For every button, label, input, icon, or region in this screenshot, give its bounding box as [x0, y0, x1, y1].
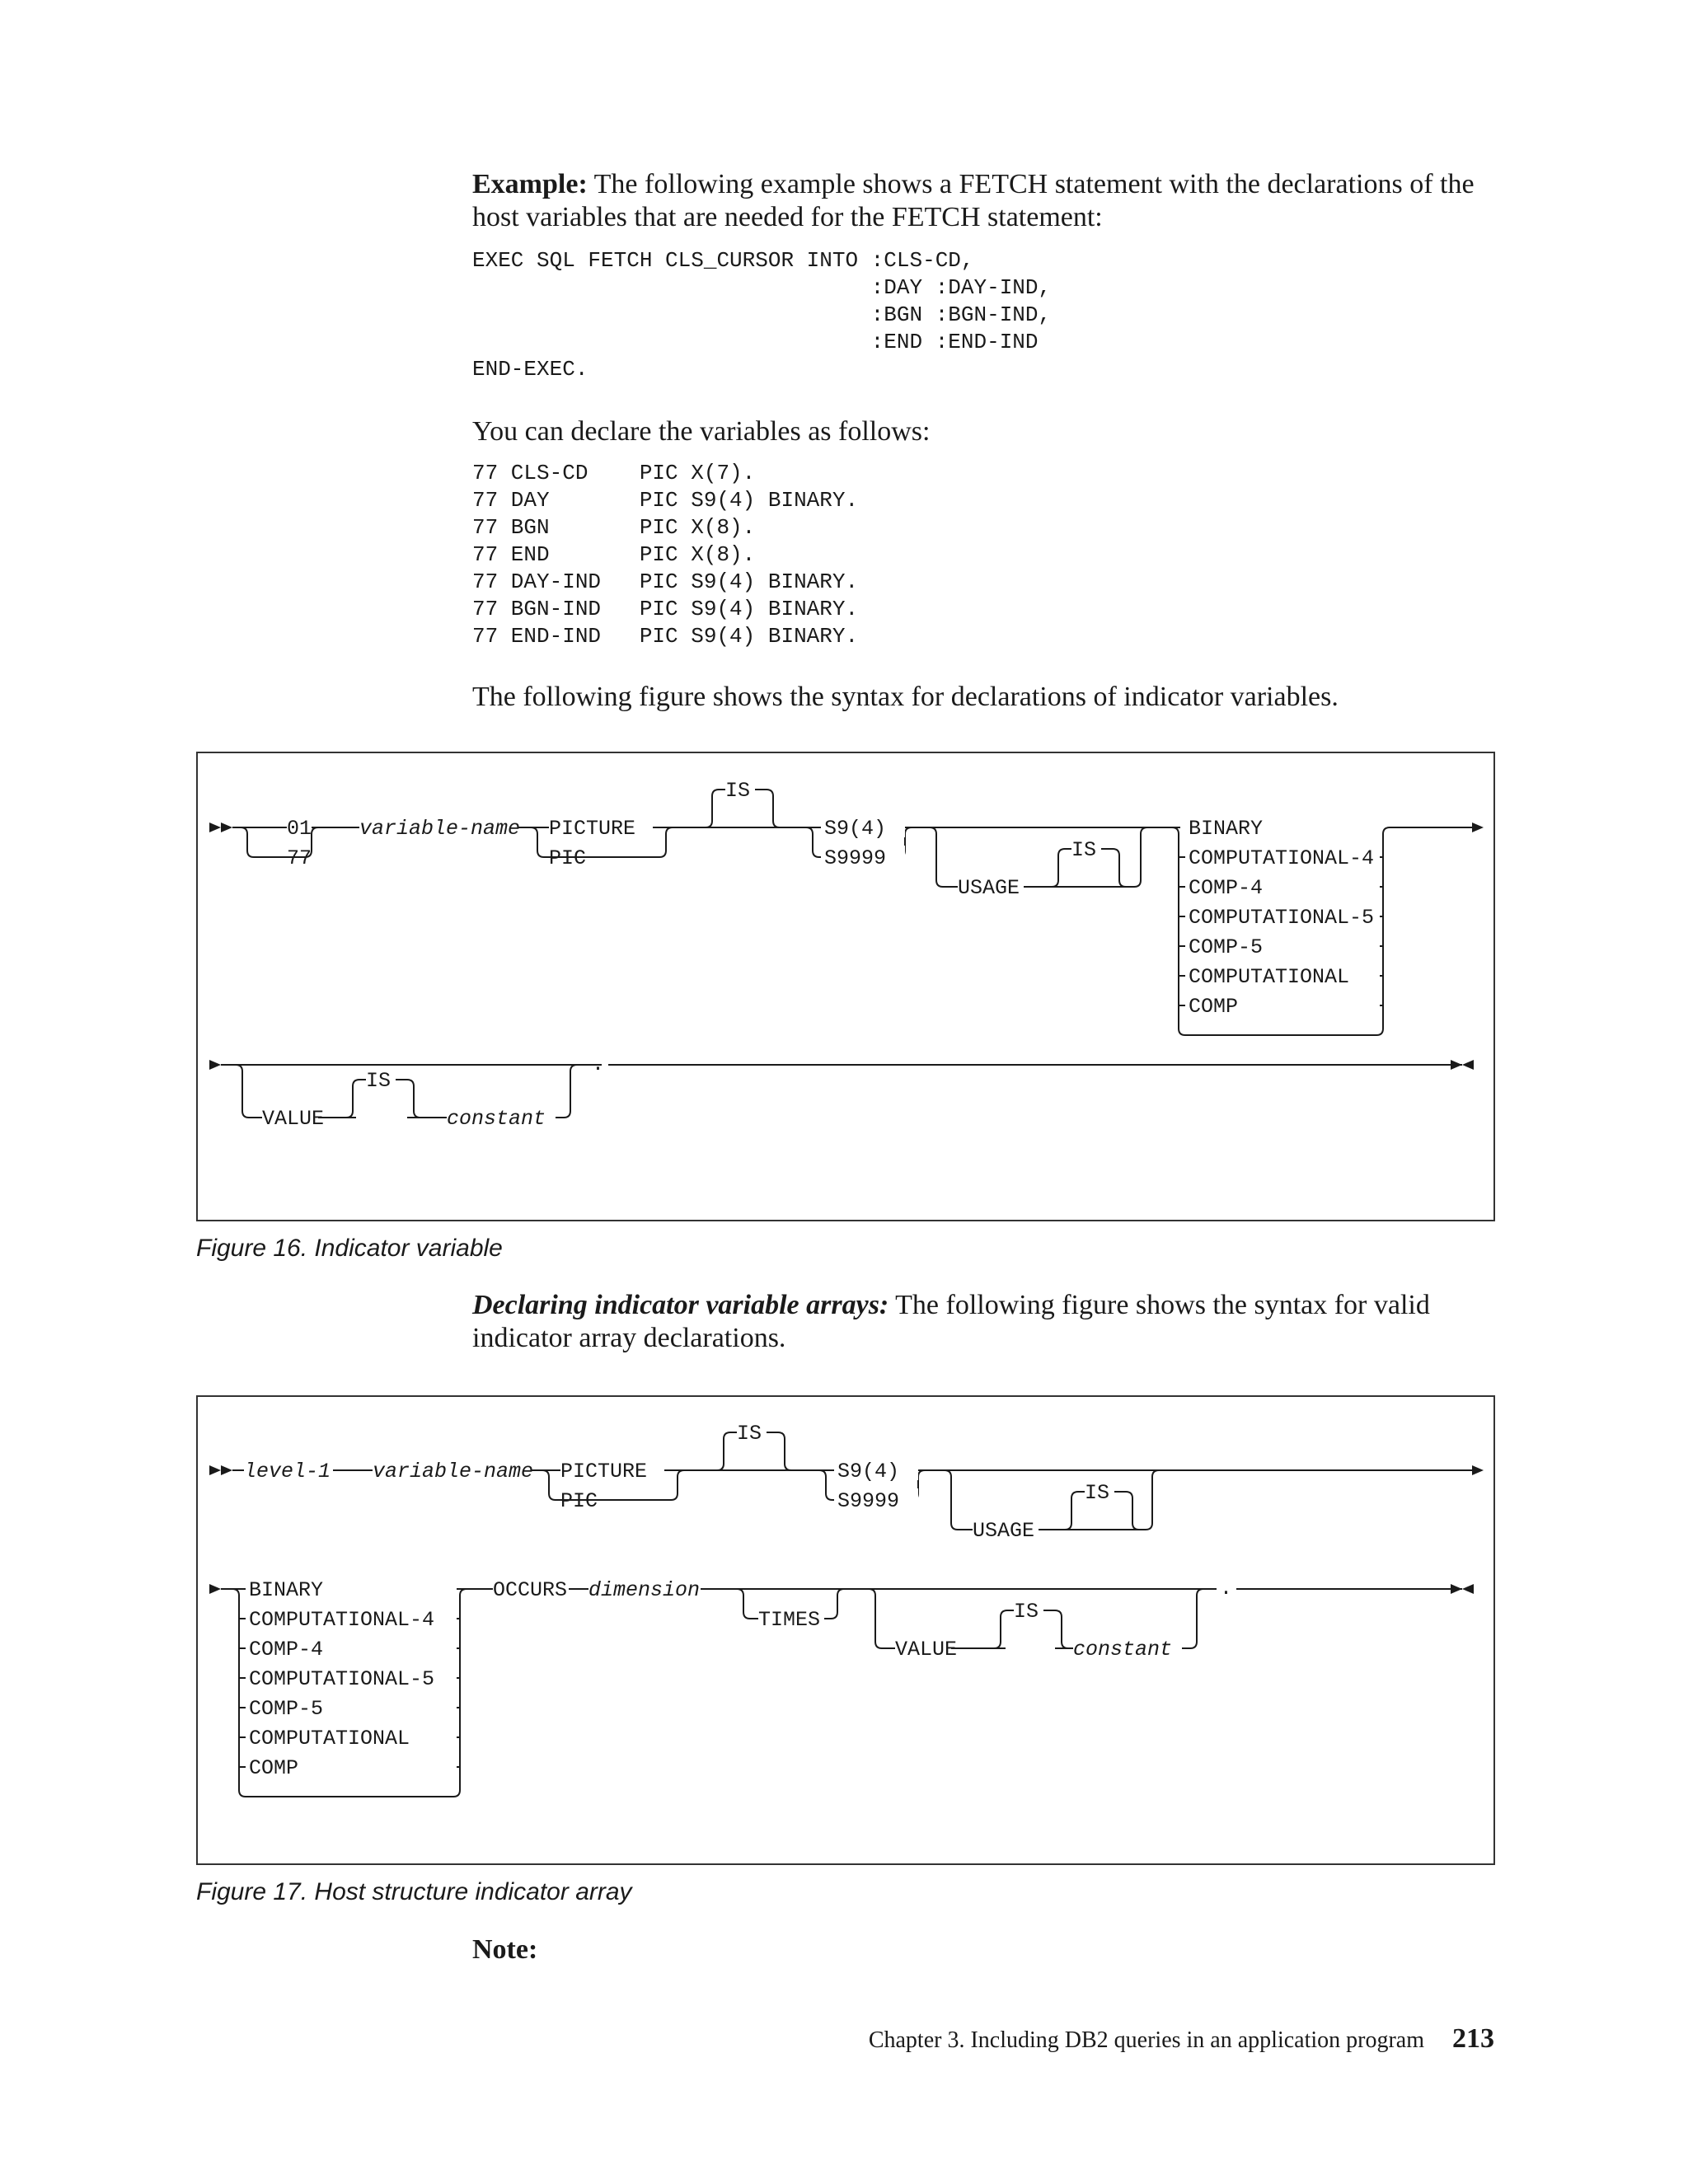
code-line: :END :END-IND	[472, 330, 1039, 354]
is-keyword: IS	[725, 779, 751, 803]
value-keyword: VALUE	[895, 1638, 958, 1661]
pic-keyword: PIC	[560, 1489, 598, 1513]
continuation-arrow	[209, 1060, 221, 1070]
binary-option: COMP	[1189, 995, 1239, 1019]
level-01: 01	[287, 817, 312, 841]
usage-is-keyword: IS	[1085, 1481, 1110, 1505]
occurs-keyword: OCCURS	[493, 1578, 568, 1602]
start-arrow	[209, 1465, 221, 1475]
value-keyword: VALUE	[262, 1107, 325, 1131]
s9-4-option: S9(4)	[824, 817, 887, 841]
picture-keyword: PICTURE	[549, 817, 636, 841]
variable-name: variable-name	[373, 1460, 534, 1483]
period-token: .	[1220, 1577, 1233, 1601]
variable-name: variable-name	[359, 817, 521, 841]
arrays-text: The following figure shows the syntax for valid indicator array declarations.	[472, 1290, 1430, 1353]
example-label: Example:	[472, 169, 588, 199]
times-keyword: TIMES	[758, 1608, 821, 1632]
binary-option: COMPUTATIONAL-4	[249, 1608, 435, 1632]
binary-option: COMPUTATIONAL-4	[1189, 846, 1375, 870]
binary-option: COMPUTATIONAL	[249, 1727, 410, 1750]
page-footer	[869, 2023, 1494, 2055]
period-token: .	[592, 1052, 605, 1076]
code-line: END-EXEC.	[472, 357, 588, 382]
arrays-paragraph	[472, 1289, 1486, 1355]
s9999-option: S9999	[837, 1489, 900, 1513]
binary-option: COMP-4	[1189, 876, 1264, 900]
end-arrow	[1462, 1584, 1474, 1594]
code-line: EXEC SQL FETCH CLS_CURSOR INTO :CLS-CD,	[472, 248, 974, 273]
start-arrow	[221, 1465, 232, 1475]
code-line: :BGN :BGN-IND,	[472, 302, 1052, 327]
usage-keyword: USAGE	[958, 876, 1020, 900]
fetch-code-block	[472, 247, 1486, 383]
level-77: 77	[287, 846, 312, 870]
end-arrow	[1451, 1584, 1462, 1594]
binary-options-list	[1185, 817, 1380, 1019]
figure-16-syntax-diagram	[196, 752, 1495, 1221]
constant-token: constant	[447, 1107, 546, 1131]
binary-option: BINARY	[249, 1578, 324, 1602]
chapter-title: Chapter 3. Including DB2 queries in an application program	[868, 2027, 1424, 2053]
binary-option: COMPUTATIONAL-5	[1189, 906, 1375, 930]
code-line: 77 BGN-IND PIC S9(4) BINARY.	[472, 597, 859, 621]
figure-17-svg	[198, 1397, 1493, 1863]
code-line: :DAY :DAY-IND,	[472, 275, 1052, 300]
binary-option: COMPUTATIONAL	[1189, 965, 1350, 989]
s9999-option: S9999	[824, 846, 887, 870]
end-arrow	[1451, 1060, 1462, 1070]
binary-option: COMP	[249, 1756, 299, 1780]
value-is-keyword: IS	[1014, 1600, 1039, 1624]
continue-arrow	[1472, 823, 1484, 832]
continuation-arrow	[209, 1584, 221, 1594]
s9-4-option: S9(4)	[837, 1460, 900, 1483]
code-line: 77 END-IND PIC S9(4) BINARY.	[472, 624, 859, 649]
example-text: The following example shows a FETCH statement with the declarations of the host variables that are needed for the FETCH statement:	[472, 169, 1475, 232]
page-number: 213	[1452, 2023, 1494, 2054]
figure-16-svg	[198, 753, 1493, 1220]
code-line: 77 DAY-IND PIC S9(4) BINARY.	[472, 569, 859, 594]
declarations-code-block	[472, 460, 1486, 650]
code-line: 77 DAY PIC S9(4) BINARY.	[472, 488, 859, 513]
binary-option: COMP-4	[249, 1638, 324, 1661]
figure-17-caption: Figure 17. Host structure indicator array	[196, 1878, 632, 1905]
binary-options-list	[246, 1578, 457, 1780]
level-1-token: level-1	[244, 1460, 331, 1483]
dimension-token: dimension	[588, 1578, 701, 1602]
example-paragraph	[472, 168, 1486, 234]
picture-keyword: PICTURE	[560, 1460, 648, 1483]
binary-option: COMPUTATIONAL-5	[249, 1667, 435, 1691]
binary-option: BINARY	[1189, 817, 1264, 841]
continue-arrow	[1472, 1465, 1484, 1475]
constant-token: constant	[1073, 1638, 1173, 1661]
figure-17-syntax-diagram	[196, 1395, 1495, 1865]
value-is-keyword: IS	[366, 1069, 392, 1093]
end-arrow	[1462, 1060, 1474, 1070]
is-keyword: IS	[737, 1422, 762, 1446]
pic-keyword: PIC	[549, 846, 587, 870]
figure-16-caption: Figure 16. Indicator variable	[196, 1235, 503, 1262]
code-line: 77 END PIC X(8).	[472, 542, 756, 567]
note-heading: Note:	[472, 1934, 538, 1965]
figure-intro: The following figure shows the syntax for declarations of indicator variables.	[472, 682, 1339, 712]
declare-intro: You can declare the variables as follows:	[472, 416, 931, 447]
code-line: 77 CLS-CD PIC X(7).	[472, 461, 756, 485]
start-arrow	[221, 823, 232, 832]
start-arrow	[209, 823, 221, 832]
binary-option: COMP-5	[249, 1697, 324, 1721]
code-line: 77 BGN PIC X(8).	[472, 515, 756, 540]
usage-keyword: USAGE	[973, 1519, 1035, 1543]
binary-option: COMP-5	[1189, 935, 1264, 959]
arrays-label: Declaring indicator variable arrays:	[472, 1290, 889, 1320]
usage-is-keyword: IS	[1071, 838, 1097, 862]
